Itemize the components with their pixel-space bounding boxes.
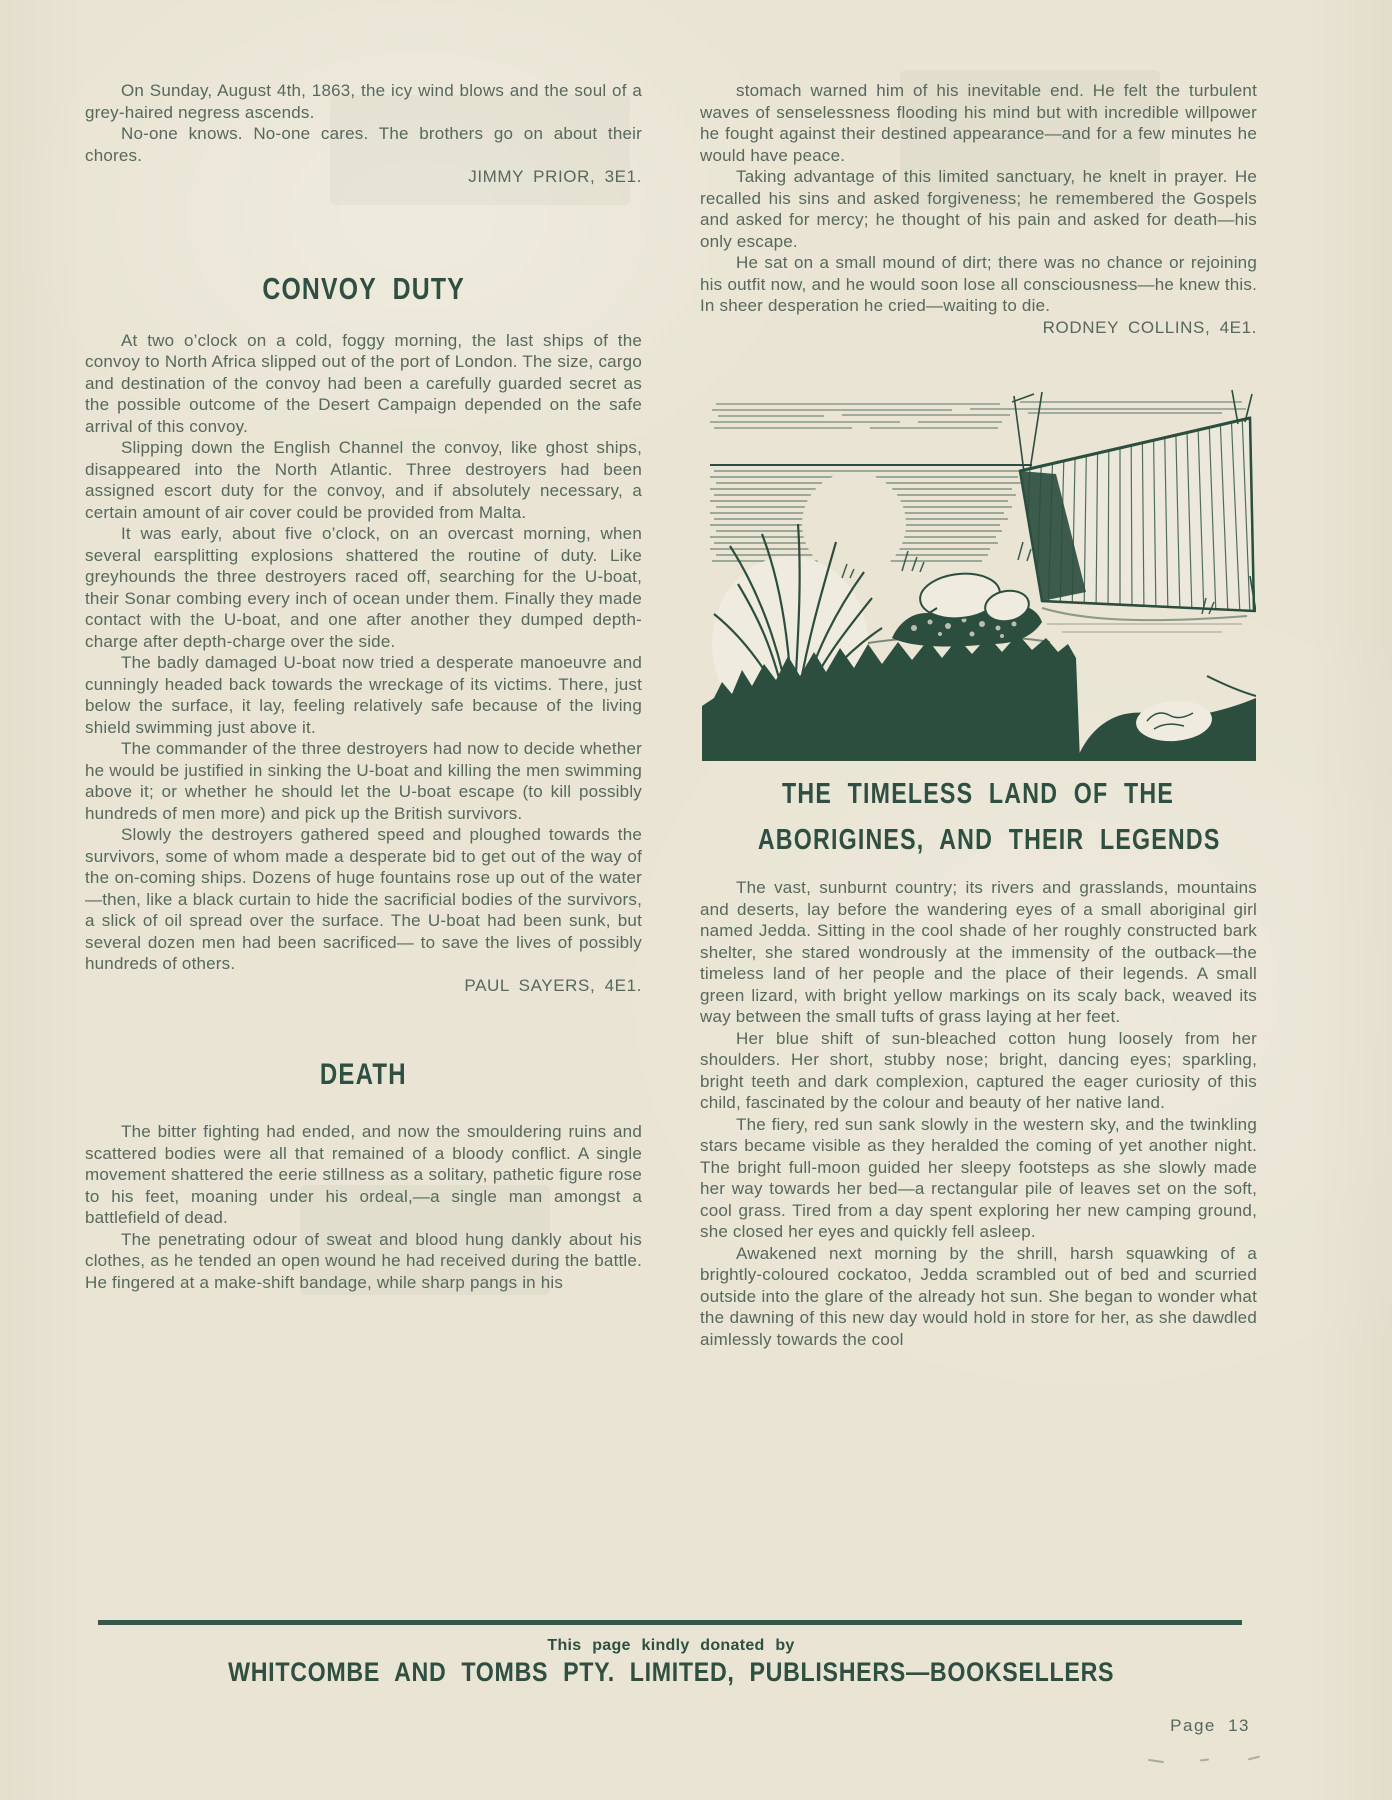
convoy-paragraph: It was early, about five o’clock, on an overcast morning, when several earsplitting explosions shattered the routine of duty. Like greyhounds the three destroyers raced off, searching for the U-boat, their Sonar combing every inch of ocean under them. Finally they made contact with the U-boat, and one after another they dumped depth-charge after depth-charge over the side.: [85, 524, 642, 651]
left-column: [85, 80, 642, 1293]
intro-paragraph: No-one knows. No-one cares. The brothers go on about their chores.: [85, 124, 642, 165]
section-title-timeless-land: THE TIMELESS LAND OF THE ABORIGINES, AND THEIR LEGENDS: [757, 778, 1221, 856]
footer-rule: [98, 1620, 1242, 1625]
sun-disc: [802, 472, 906, 576]
section-title-convoy-duty: CONVOY DUTY: [262, 270, 465, 306]
intro-paragraph: On Sunday, August 4th, 1863, the icy wind blows and the soul of a grey-haired negress ascends.: [85, 81, 642, 122]
timeless-paragraph: The fiery, red sun sank slowly in the western sky, and the twinkling stars became visible as they heralded the coming of yet another night. The bright full-moon guided her sleepy footsteps as she slowly made her way towards her bed—a rectangular pile of leaves set on the soft, cool grass. Tired from a day spent exploring her new camping ground, she closed her eyes and quickly fell asleep.: [700, 1114, 1257, 1241]
bark-shelter: [1012, 388, 1256, 632]
timeless-paragraph: The vast, sunburnt country; its rivers and grasslands, mountains and deserts, lay before the wandering eyes of a small aboriginal girl named Jedda. Sitting in the cool shade of her roughly constructed bark shelter, she stared wondrously at the immensity of the outback—the timeless land of her people and the place of their legends. A small green lizard, with bright yellow markings on its scaly back, weaved its way between the small tufts of grass laying at her feet.: [700, 878, 1257, 1026]
convoy-paragraph: Slipping down the English Channel the convoy, like ghost ships, disappeared into the North Atlantic. Three destroyers had been assigned escort duty for the convoy, and if absolutely necessary, a certain amount of air cover could be provided from Malta.: [85, 438, 642, 522]
continuation-paragraph: He sat on a small mound of dirt; there was no chance or rejoining his outfit now, and he would soon lose all consciousness—he knew this. In sheer desperation he cried—waiting to die.: [700, 253, 1257, 315]
illustration-signature: Dud: [988, 703, 1016, 721]
sleeping-figure: [862, 570, 1050, 647]
death-paragraph: The penetrating odour of sweat and blood hung dankly about his clothes, as he tended an open wound he had received during the battle. He fingered at a make-shift bandage, while sharp pangs in his: [85, 1229, 642, 1292]
section-title-death: DEATH: [320, 1058, 407, 1091]
continuation-paragraph: Taking advantage of this limited sanctuary, he knelt in prayer. He recalled his sins and asked forgiveness; he remembered the Gospels and asked for mercy; he thought of his pain and asked for death—his only escape.: [700, 167, 1257, 251]
timeless-paragraph: Her blue shift of sun-bleached cotton hung loosely from her shoulders. Her short, stubby nose; bright, dancing eyes; sparkling, bright teeth and dark complexion, captured the eager curiosity of this child, fascinated by the colour and beauty of her native land.: [700, 1028, 1257, 1112]
timeless-paragraph: Awakened next morning by the shrill, harsh squawking of a brightly-coloured cockatoo, Jedda scrambled out of bed and scurried outside into the glare of the already hot sun. She began to wonder what the dawning of this new day would hold in store for her, as she dawdled aimlessly towards the cool: [700, 1243, 1257, 1349]
continuation-paragraph: stomach warned him of his inevitable end. He felt the turbulent waves of senselessness flooding his mind but with incredible willpower he fought against their destined appearance—and for a few minutes he would have peace.: [700, 81, 1257, 165]
footer-donation-line: This page kindly donated by: [547, 1637, 795, 1654]
scan-specks: [1148, 1756, 1268, 1766]
footer-donor-line: WHITCOMBE AND TOMBS PTY. LIMITED, PUBLISHERS—BOOKSELLERS: [227, 1657, 1115, 1687]
outback-illustration: [702, 376, 1256, 761]
right-column: [700, 80, 1257, 1350]
convoy-paragraph: At two o’clock on a cold, foggy morning, the last ships of the convoy to North Africa slipped out of the port of London. The size, cargo and destination of the convoy had been a carefully guarded secret as the possible outcome of the Desert Campaign depended on the safe arrival of this convoy.: [85, 330, 642, 436]
byline-rodney-collins: RODNEY COLLINS, 4E1.: [1042, 317, 1257, 337]
death-paragraph: The bitter fighting had ended, and now the smouldering ruins and scattered bodies were all that remained of a bloody conflict. A single movement shattered the eerie stillness as a solitary, pathetic figure rose to his feet, moaning under his ordeal,—a single man amongst a battlefield of dead.: [85, 1122, 642, 1227]
sky-lines: [710, 402, 1246, 428]
byline-jimmy-prior: JIMMY PRIOR, 3E1.: [468, 167, 642, 186]
convoy-paragraph: Slowly the destroyers gathered speed and ploughed towards the survivors, some of whom made a desperate bid to get out of the way of the on-coming ships. Dozens of huge fountains rose up out of the water—then, like a black curtain to hide the sacrificial bodies of the survivors, a slick of oil spread over the surface. The U-boat had been sunk, but several dozen men had been sacrificed— to save the lives of possibly hundreds of others.: [85, 825, 642, 973]
convoy-paragraph: The commander of the three destroyers had now to decide whether he would be justified in sinking the U-boat and killing the men swimming above it; or whether he should let the U-boat escape (to kill possibly hundreds of men more) and pick up the British survivors.: [85, 739, 642, 823]
page-number: Page 13: [1170, 1716, 1250, 1735]
byline-paul-sayers: PAUL SAYERS, 4E1.: [464, 975, 642, 995]
convoy-paragraph: The badly damaged U-boat now tried a desperate manoeuvre and cunningly headed back towards the wreckage of its victims. There, just below the surface, it lay, feeling relatively safe because of the living shield swimming just above it.: [85, 653, 642, 737]
